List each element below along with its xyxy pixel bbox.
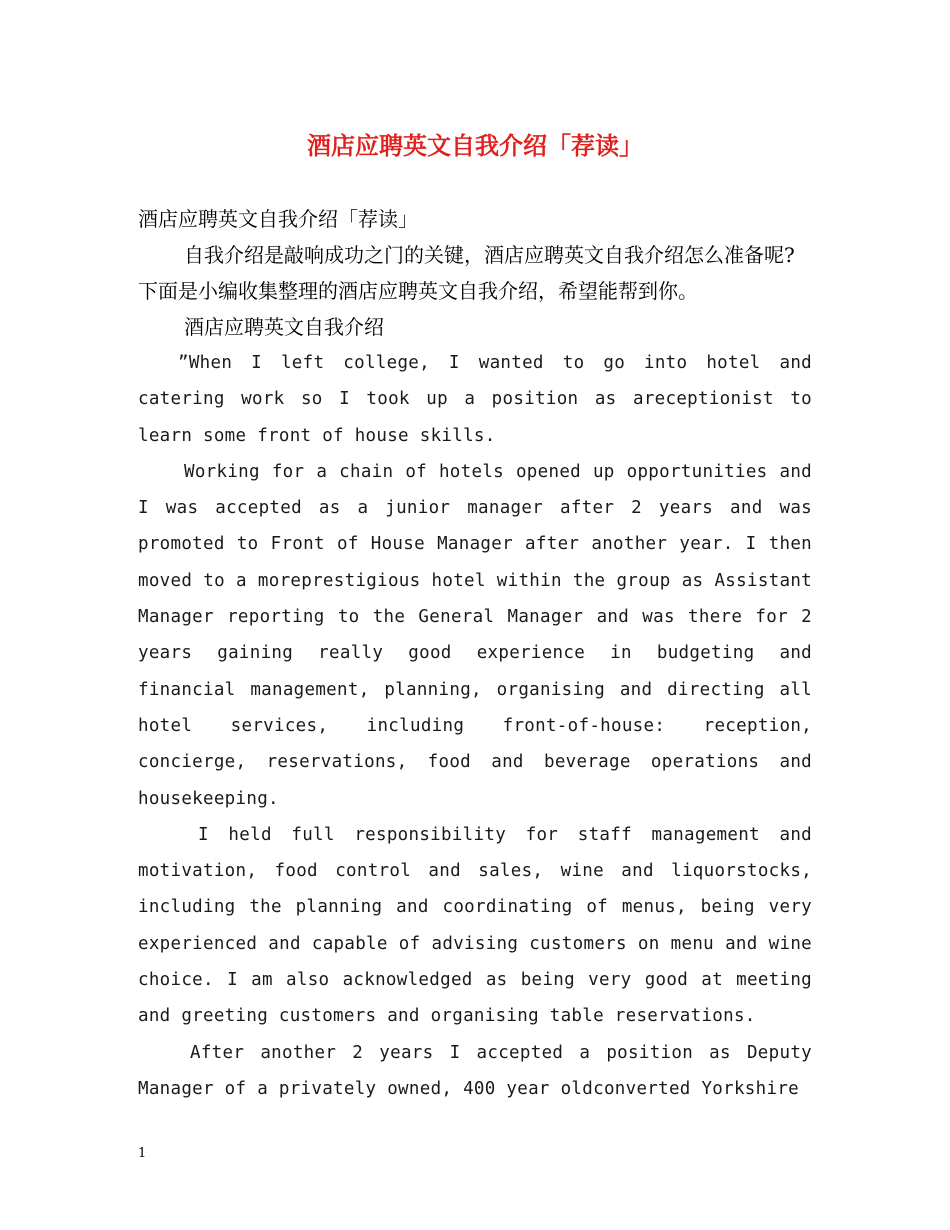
paragraph-2: Working for a chain of hotels opened up opportunities and I was accepted as a junior manager after 2 years and was promoted to Front of House Manager after another year. I then moved to a moreprestigious hotel within the group as Assistant Manager reporting to the General Manager and was there for 2 years gaining really good experience in budgeting and financial management, planning, organising and directing all hotel services, including front-of-house: reception, concierge, reservations, food and beverage operations and housekeeping. bbox=[138, 461, 812, 809]
document-subtitle: 酒店应聘英文自我介绍「荐读」 bbox=[138, 207, 418, 231]
paragraph-3: I held full responsibility for staff management and motivation, food control and sales, wine and liquorstocks, including the planning and coordinating of menus, being very experienced and capable of advising customers on menu and wine choice. I am also acknowledged as being very good at meeting and greeting customers and organising table reservations. bbox=[138, 824, 812, 1027]
document-body bbox=[138, 201, 812, 1107]
page-number: 1 bbox=[138, 1146, 147, 1161]
paragraph-1: ”When I left college, I wanted to go into hotel and catering work so I took up a position as areceptionist to learn some front of house skills. bbox=[138, 353, 812, 446]
intro-paragraph: 自我介绍是敲响成功之门的关键，酒店应聘英文自我介绍怎么准备呢?下面是小编收集整理的酒店应聘英文自我介绍，希望能帮到你。 bbox=[138, 243, 795, 303]
section-heading: 酒店应聘英文自我介绍 bbox=[184, 315, 384, 339]
document-title: 酒店应聘英文自我介绍「荐读」 bbox=[307, 131, 643, 160]
paragraph-4: After another 2 years I accepted a position as Deputy Manager of a privately owned, 400 year oldconverted Yorkshire bbox=[138, 1042, 812, 1099]
